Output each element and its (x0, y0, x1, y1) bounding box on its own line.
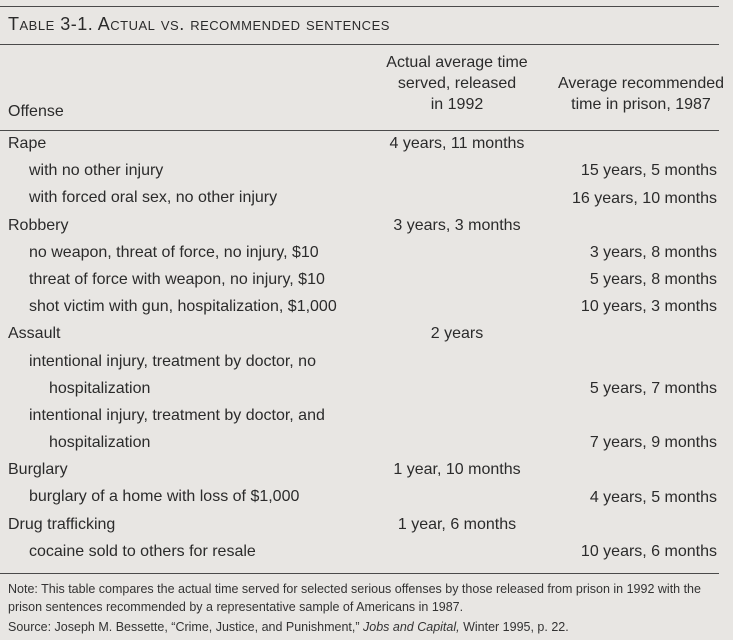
header-recommended-line: time in prison, 1987 (571, 96, 711, 113)
offense-subcategory (29, 402, 349, 456)
source-publication: Jobs and Capital, (363, 620, 460, 634)
source-suffix: Winter 1995, p. 22. (459, 620, 569, 634)
recommended-time-cell: 10 years, 3 months (580, 298, 717, 316)
table-row (0, 402, 733, 456)
offense-label: Assault (8, 325, 61, 343)
offense-label: no weapon, threat of force, no injury, $10 (29, 243, 319, 261)
offense-label: Rape (8, 135, 47, 152)
offense-label: intentional injury, treatment by doctor, no (29, 352, 316, 370)
recommended-time-cell: 5 years, 7 months (589, 379, 717, 397)
title-rule (0, 44, 719, 45)
offense-label: Burglary (8, 461, 68, 479)
recommended-time-cell: 7 years, 9 months (589, 434, 717, 452)
table-row (0, 157, 733, 184)
recommended-time-cell: 3 years, 8 months (589, 243, 717, 261)
table-row (0, 348, 733, 402)
actual-time-cell: 2 years (430, 325, 484, 343)
table-row (0, 239, 733, 266)
table-row (0, 320, 733, 347)
offense-subcategory (29, 266, 349, 293)
offense-label: Robbery (8, 216, 69, 234)
actual-time-cell: 1 year, 10 months (393, 461, 521, 479)
recommended-time-cell: 15 years, 5 months (580, 162, 717, 180)
actual-time-cell: 4 years, 11 months (389, 135, 525, 152)
offense-subcategory (29, 293, 349, 320)
table-row (0, 130, 733, 157)
header-recommended-line: Average recommended (557, 75, 725, 92)
source-prefix: Source: Joseph M. Bessette, “Crime, Justice, and Punishment,” (8, 620, 364, 634)
offense-label: shot victim with gun, hospitalization, $1,000 (29, 298, 337, 316)
table-note: Note: This table compares the actual time served for selected serious offenses by those released from prison in 1992 with the prison sentences recommended by a representative sample of Americans in 1987. (8, 582, 701, 614)
recommended-time-cell: 10 years, 6 months (580, 543, 717, 561)
offense-subcategory (29, 239, 349, 266)
table-source (8, 618, 723, 636)
header-actual (372, 52, 542, 115)
table-title: Table 3-1. Actual vs. recommended sentences (8, 14, 390, 34)
offense-category (8, 212, 388, 239)
offense-label-continued: hospitalization (49, 379, 151, 397)
offense-label: threat of force with weapon, no injury, $10 (29, 270, 325, 288)
table-row (0, 293, 733, 320)
offense-subcategory (29, 348, 349, 402)
offense-label: intentional injury, treatment by doctor, and (29, 406, 325, 424)
actual-time-cell: 3 years, 3 months (393, 216, 521, 234)
offense-subcategory (29, 538, 349, 565)
top-rule (0, 6, 719, 7)
recommended-time-cell: 4 years, 5 months (589, 488, 717, 506)
offense-subcategory (29, 157, 349, 184)
header-recommended (556, 73, 726, 115)
table-row (0, 483, 733, 510)
offense-label: Drug trafficking (8, 515, 116, 533)
offense-category (8, 320, 388, 347)
offense-label: burglary of a home with loss of $1,000 (29, 488, 300, 506)
header-actual-line: in 1992 (430, 96, 484, 113)
table-row (0, 266, 733, 293)
header-actual-line: Actual average time (386, 54, 528, 71)
table-row (0, 456, 733, 483)
offense-label: with forced oral sex, no other injury (29, 189, 278, 207)
offense-subcategory (29, 483, 349, 510)
table-row (0, 538, 733, 565)
offense-label-continued: hospitalization (49, 433, 151, 451)
table-body (0, 130, 733, 565)
footer-rule (0, 573, 719, 574)
offense-label: with no other injury (29, 162, 164, 180)
recommended-time-cell: 5 years, 8 months (589, 271, 717, 289)
table-row (0, 511, 733, 538)
table-row (0, 212, 733, 239)
actual-time-cell: 1 year, 6 months (397, 515, 517, 533)
table-row (0, 184, 733, 211)
header-actual-line: served, released (397, 75, 517, 92)
offense-category (8, 130, 388, 157)
offense-subcategory (29, 184, 349, 211)
offense-category (8, 511, 388, 538)
header-offense: Offense (8, 103, 64, 120)
offense-label: cocaine sold to others for resale (29, 542, 256, 560)
recommended-time-cell: 16 years, 10 months (572, 189, 717, 207)
offense-category (8, 456, 388, 483)
